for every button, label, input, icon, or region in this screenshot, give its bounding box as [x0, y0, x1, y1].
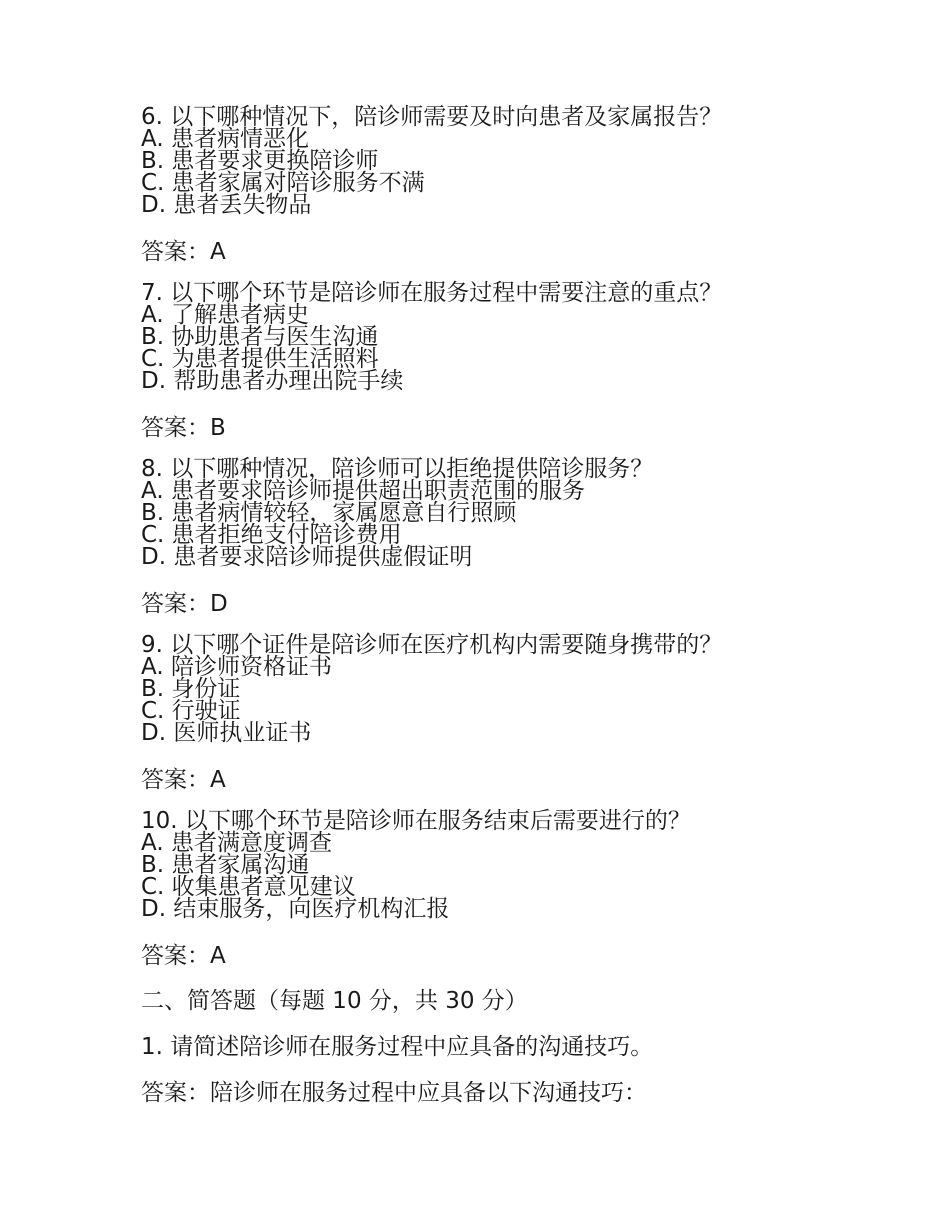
option-d: D. 帮助患者办理出院手续: [141, 368, 404, 394]
option-a: A. 了解患者病史: [141, 302, 309, 328]
option-b: B. 患者病情较轻，家属愿意自行照顾: [141, 500, 517, 526]
option-d: D. 患者要求陪诊师提供虚假证明: [141, 544, 473, 570]
option-a: A. 患者要求陪诊师提供超出职责范围的服务: [141, 478, 585, 504]
question-stem: 6. 以下哪种情况下，陪诊师需要及时向患者及家属报告？: [141, 104, 723, 130]
option-c: C. 收集患者意见建议: [141, 874, 356, 900]
option-c: C. 患者家属对陪诊服务不满: [141, 170, 425, 196]
option-c: C. 为患者提供生活照料: [141, 346, 379, 372]
question-stem: 8. 以下哪种情况，陪诊师可以拒绝提供陪诊服务？: [141, 456, 654, 482]
answer-text: 答案：A: [141, 239, 226, 265]
option-b: B. 身份证: [141, 676, 241, 702]
answer-text: 答案：B: [141, 415, 226, 441]
option-b: B. 协助患者与医生沟通: [141, 324, 379, 350]
option-b: B. 患者要求更换陪诊师: [141, 148, 379, 174]
question-6: [141, 106, 861, 267]
short-answer-text: 答案：陪诊师在服务过程中应具备以下沟通技巧：: [141, 1080, 647, 1106]
question-stem: 9. 以下哪个证件是陪诊师在医疗机构内需要随身携带的？: [141, 632, 723, 658]
option-a: A. 患者满意度调查: [141, 830, 332, 856]
option-a: A. 陪诊师资格证书: [141, 654, 332, 680]
option-c: C. 行驶证: [141, 698, 241, 724]
question-stem: 7. 以下哪个环节是陪诊师在服务过程中需要注意的重点？: [141, 280, 723, 306]
document-page: [141, 106, 861, 1108]
answer-text: 答案：A: [141, 943, 226, 969]
section-heading: 二、简答题（每题 10 分，共 30 分）: [141, 988, 528, 1014]
option-d: D. 医师执业证书: [141, 720, 312, 746]
option-c: C. 患者拒绝支付陪诊费用: [141, 522, 402, 548]
question-8: [141, 458, 861, 619]
answer-text: 答案：A: [141, 767, 226, 793]
option-d: D. 结束服务，向医疗机构汇报: [141, 896, 450, 922]
answer-text: 答案：D: [141, 591, 228, 617]
question-10: [141, 810, 861, 971]
option-d: D. 患者丢失物品: [141, 192, 312, 218]
question-9: [141, 634, 861, 795]
short-answer-question: 1. 请简述陪诊师在服务过程中应具备的沟通技巧。: [141, 1034, 654, 1060]
question-7: [141, 282, 861, 443]
option-b: B. 患者家属沟通: [141, 852, 310, 878]
option-a: A. 患者病情恶化: [141, 126, 309, 152]
question-stem: 10. 以下哪个环节是陪诊师在服务结束后需要进行的？: [141, 808, 691, 834]
